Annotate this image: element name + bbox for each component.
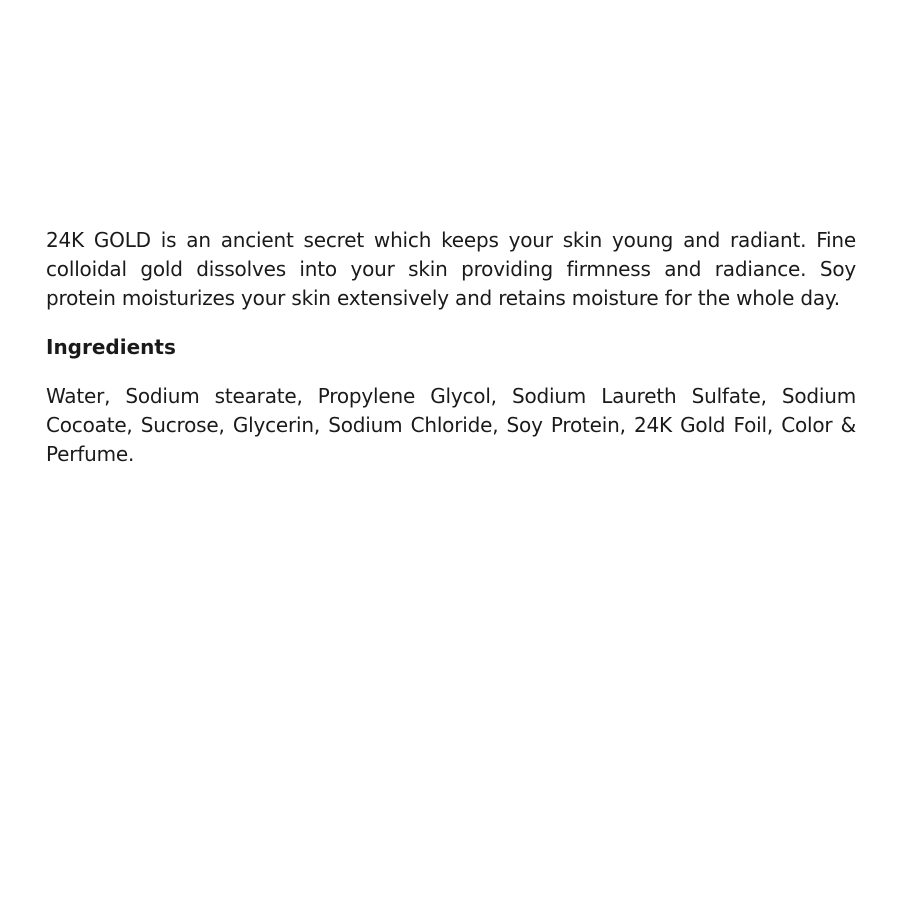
product-info	[46, 226, 856, 469]
ingredients-list: Water, Sodium stearate, Propylene Glycol, Sodium Laureth Sulfate, Sodium Cocoate, Sucrose, Glycerin, Sodium Chloride, Soy Protein, 24K Gold Foil, Color & Perfume.	[46, 384, 856, 466]
ingredients-heading: Ingredients	[46, 335, 176, 359]
product-description: 24K GOLD is an ancient secret which keeps your skin young and radiant. Fine colloidal gold dissolves into your skin providing firmness and radiance. Soy protein moisturizes your skin extensively and retains moisture for the whole day.	[46, 228, 856, 310]
